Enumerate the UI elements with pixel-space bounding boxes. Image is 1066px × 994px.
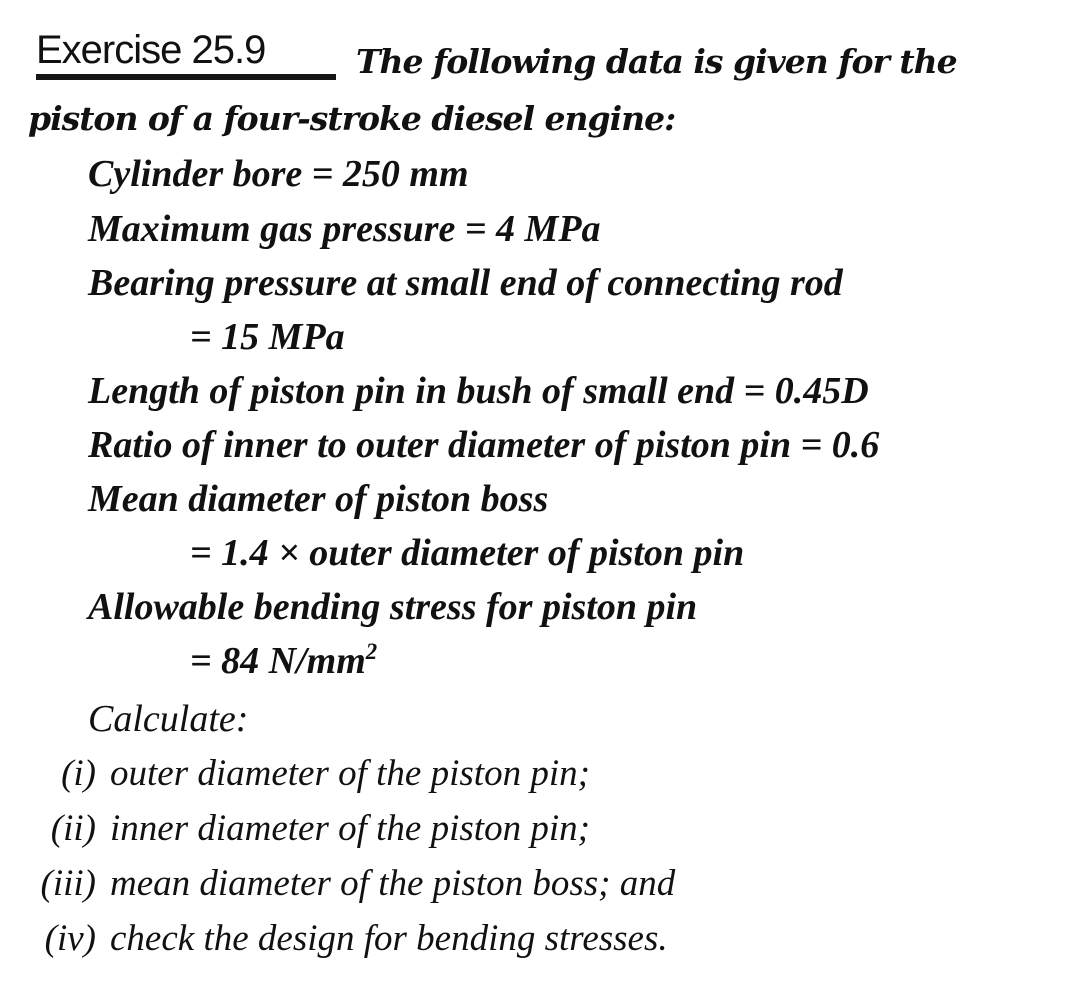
item-number: (ii) bbox=[50, 808, 96, 849]
stress-value-text: = 84 N/mm bbox=[190, 640, 366, 682]
item-number: (iv) bbox=[44, 918, 96, 959]
data-allowable-stress: Allowable bending stress for piston pin bbox=[88, 586, 698, 628]
list-item bbox=[0, 806, 590, 852]
intro-line-1: The following data is given for the bbox=[356, 42, 957, 81]
heading-underline bbox=[36, 74, 336, 80]
data-bearing-pressure: Bearing pressure at small end of connecting rod bbox=[88, 262, 843, 304]
list-item bbox=[0, 751, 590, 797]
item-number: (iii) bbox=[40, 863, 96, 904]
list-item bbox=[0, 916, 668, 962]
item-text: inner diameter of the piston pin; bbox=[110, 808, 590, 849]
item-number: (i) bbox=[61, 753, 96, 794]
data-diameter-ratio: Ratio of inner to outer diameter of piston pin = 0.6 bbox=[88, 424, 880, 466]
item-text: check the design for bending stresses. bbox=[110, 918, 668, 959]
data-bearing-pressure-value: = 15 MPa bbox=[190, 316, 345, 358]
calculate-label: Calculate: bbox=[88, 698, 249, 740]
data-allowable-stress-value bbox=[190, 638, 377, 684]
stress-exponent: 2 bbox=[365, 639, 378, 664]
list-item bbox=[0, 861, 675, 907]
item-text: outer diameter of the piston pin; bbox=[110, 753, 590, 794]
intro-line-2: piston of a four-stroke diesel engine: bbox=[28, 99, 676, 138]
data-cylinder-bore: Cylinder bore = 250 mm bbox=[88, 153, 469, 195]
data-boss-diameter-value: = 1.4 × outer diameter of piston pin bbox=[190, 532, 745, 574]
item-text: mean diameter of the piston boss; and bbox=[110, 863, 676, 904]
data-pin-length: Length of piston pin in bush of small end = 0.45D bbox=[88, 370, 869, 412]
data-max-gas-pressure: Maximum gas pressure = 4 MPa bbox=[88, 208, 601, 250]
exercise-heading: Exercise 25.9 bbox=[36, 28, 266, 72]
data-boss-diameter: Mean diameter of piston boss bbox=[88, 478, 549, 520]
